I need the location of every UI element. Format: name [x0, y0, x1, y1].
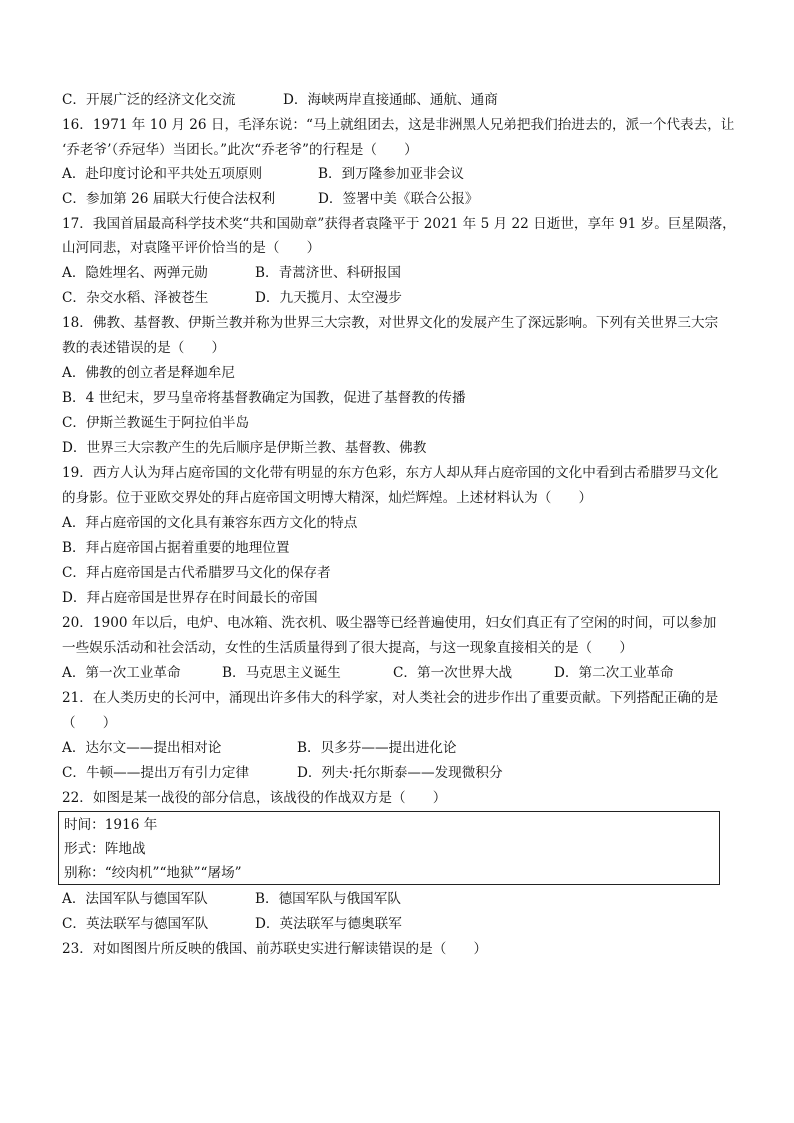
q20-option-d: D．第二次工业革命	[554, 665, 674, 681]
q18-option-c: C．伊斯兰教诞生于阿拉伯半岛	[62, 415, 250, 431]
q18-stem: 18．佛教、基督教、伊斯兰教并称为世界三大宗教，对世界文化的发展产生了深远影响。下列有关世界三大宗	[62, 315, 719, 331]
q21-option-c: C．牛顿——提出万有引力定律	[62, 765, 250, 781]
q16-stem: 16．1971 年 10 月 26 日，毛泽东说：“马上就组团去，这是非洲黑人兄弟把我们抬进去的，派一个代表去，让	[62, 117, 735, 133]
q15-option-d: D．海峡两岸直接通邮、通航、通商	[283, 92, 498, 108]
q16-option-c: C．参加第 26 届联大行使合法权利	[62, 191, 276, 207]
q22-info-box	[58, 811, 720, 885]
q21-stem: 21．在人类历史的长河中，涌现出许多伟大的科学家，对人类社会的进步作出了重要贡献。下列搭配正确的是	[62, 690, 719, 706]
q21-stem-cont: （ ）	[62, 715, 117, 731]
q19-stem-cont: 的身影。位于亚欧交界处的拜占庭帝国文明博大精深，灿烂辉煌。上述材料认为（ ）	[62, 490, 593, 506]
q20-option-c: C．第一次世界大战	[393, 665, 513, 681]
q22-option-a: A．法国军队与德国军队	[62, 891, 208, 907]
q17-option-c: C．杂交水稻、泽被苍生	[62, 290, 209, 306]
q18-option-a: A．佛教的创立者是释迦牟尼	[62, 365, 235, 381]
q16-option-d: D．签署中美《联合公报》	[318, 191, 479, 207]
q17-stem: 17．我国首届最高科学技术奖“共和国勋章”获得者袁隆平于 2021 年 5 月 22 日逝世，享年 91 岁。巨星陨落，	[62, 216, 736, 232]
q17-option-b: B．青蒿济世、科研报国	[255, 265, 401, 281]
q18-option-b: B．4 世纪末，罗马皇帝将基督教确定为国教，促进了基督教的传播	[62, 390, 466, 406]
q19-stem: 19．西方人认为拜占庭帝国的文化带有明显的东方色彩，东方人却从拜占庭帝国的文化中看到古希腊罗马文化	[62, 465, 719, 481]
info-time: 时间：1916 年	[64, 817, 158, 833]
q20-option-b: B．马克思主义诞生	[222, 665, 341, 681]
q18-option-d: D．世界三大宗教产生的先后顺序是伊斯兰教、基督教、佛教	[62, 440, 427, 456]
q19-option-a: A．拜占庭帝国的文化具有兼容东西方文化的特点	[62, 515, 358, 531]
q17-option-d: D．九天揽月、太空漫步	[255, 290, 402, 306]
q19-option-d: D．拜占庭帝国是世界存在时间最长的帝国	[62, 590, 318, 606]
q23-stem: 23．对如图图片所反映的俄国、前苏联史实进行解读错误的是（ ）	[62, 941, 488, 957]
info-form: 形式：阵地战	[64, 841, 146, 857]
q20-stem: 20．1900 年以后，电炉、电冰箱、洗衣机、吸尘器等已经普遍使用，妇女们真正有了空闲的时间，可以参加	[62, 615, 717, 631]
q20-stem-cont: 一些娱乐活动和社会活动，女性的生活质量得到了很大提高，与这一现象直接相关的是（ ）	[62, 640, 633, 656]
q21-option-b: B．贝多芬——提出进化论	[297, 740, 457, 756]
q22-option-c: C．英法联军与德国军队	[62, 916, 209, 932]
info-alias: 别称：“绞肉机”“地狱”“屠场”	[64, 865, 242, 881]
q17-option-a: A．隐姓埋名、两弹元勋	[62, 265, 208, 281]
q21-option-d: D．列夫·托尔斯泰——发现微积分	[297, 765, 503, 781]
q22-option-d: D．英法联军与德奥联军	[255, 916, 402, 932]
q20-option-a: A．第一次工业革命	[62, 665, 181, 681]
q16-stem-cont: ‘乔老爷’（乔冠华）当团长。”此次“乔老爷”的行程是（ ）	[62, 142, 418, 158]
q19-option-c: C．拜占庭帝国是古代希腊罗马文化的保存者	[62, 565, 331, 581]
q15-option-c: C．开展广泛的经济文化交流	[62, 92, 236, 108]
q22-option-b: B．德国军队与俄国军队	[255, 891, 401, 907]
q21-option-a: A．达尔文——提出相对论	[62, 740, 222, 756]
q17-stem-cont: 山河同悲，对袁隆平评价恰当的是（ ）	[62, 240, 321, 256]
q22-stem: 22．如图是某一战役的部分信息，该战役的作战双方是（ ）	[62, 790, 447, 806]
q19-option-b: B．拜占庭帝国占据着重要的地理位置	[62, 540, 290, 556]
q16-option-a: A．赴印度讨论和平共处五项原则	[62, 166, 263, 182]
q18-stem-cont: 教的表述错误的是（ ）	[62, 340, 226, 356]
q16-option-b: B．到万隆参加亚非会议	[318, 166, 464, 182]
